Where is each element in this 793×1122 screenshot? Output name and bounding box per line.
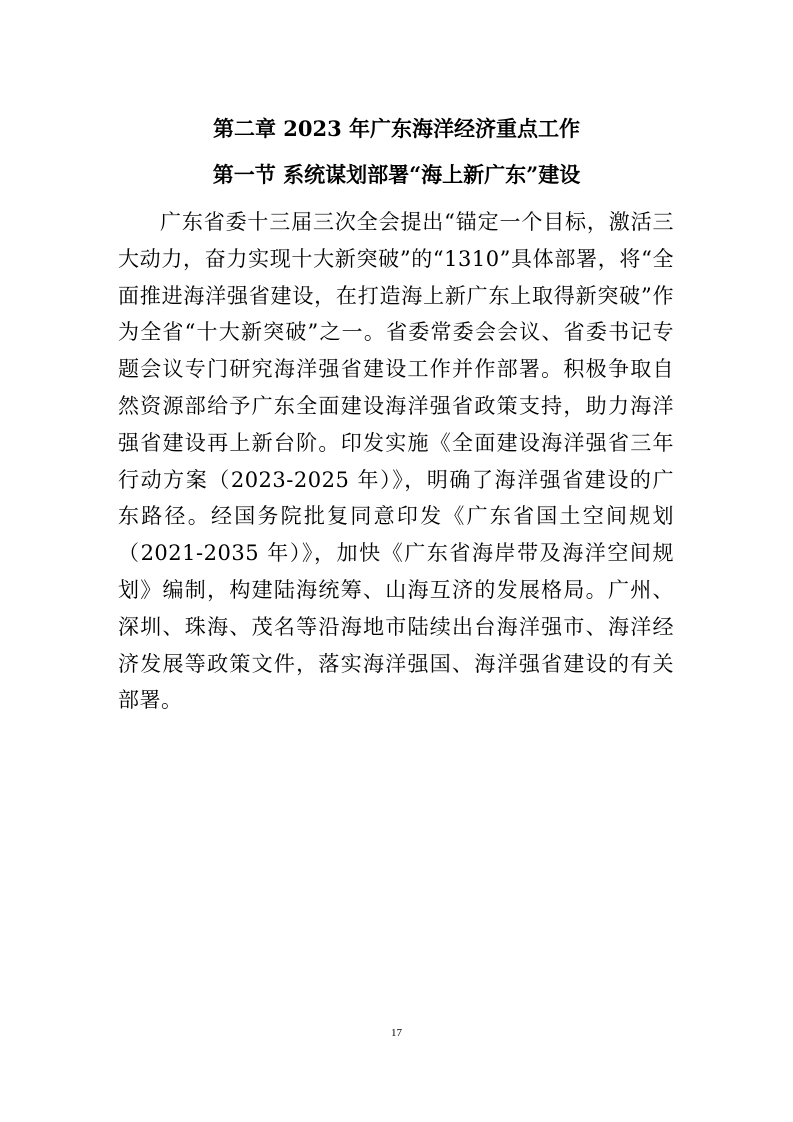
- section-title: 第一节 系统谋划部署“海上新广东”建设: [212, 162, 581, 187]
- page-number: 17: [391, 1027, 402, 1039]
- chapter-title: 第二章 2023 年广东海洋经济重点工作: [212, 116, 581, 141]
- body-paragraph: 广东省委十三届三次全会提出“锚定一个目标，激活三大动力，奋力实现十大新突破”的“1310”具体部署，将“全面推进海洋强省建设，在打造海上新广东上取得新突破”作为全省“十大新突破”之一。省委常委会会议、省委书记专题会议专门研究海洋强省建设工作并作部署。积极争取自然资源部给予广东全面建设海洋强省政策支持，助力海洋强省建设再上新台阶。印发实施《全面建设海洋强省三年行动方案（2023-2025 年）》，明确了海洋强省建设的广东路径。经国务院批复同意印发《广东省国土空间规划（2021-2035 年）》，加快《广东省海岸带及海洋空间规划》编制，构建陆海统筹、山海互济的发展格局。广州、深圳、珠海、茂名等沿海地市陆续出台海洋强市、海洋经济发展等政策文件，落实海洋强国、海洋强省建设的有关部署。: [118, 210, 674, 713]
